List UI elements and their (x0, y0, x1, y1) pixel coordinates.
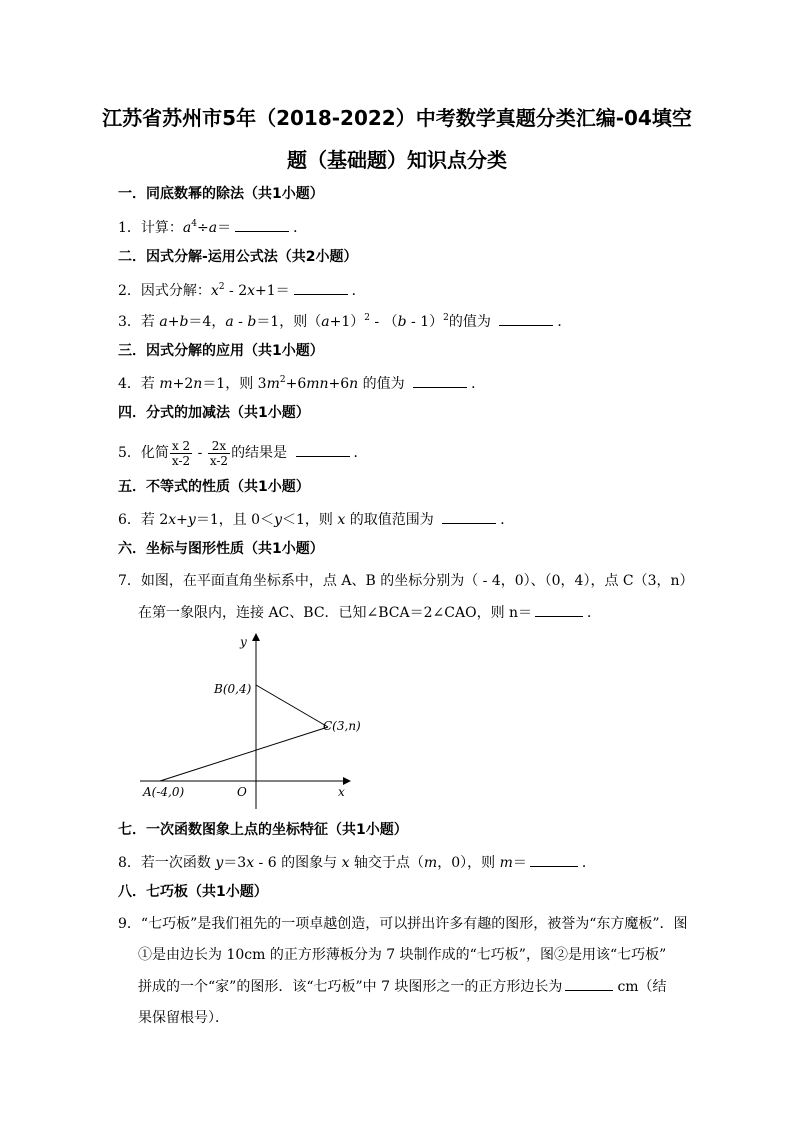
section-heading-1: 一．同底数幂的除法（共1小题） (118, 186, 324, 202)
segment-ac (160, 727, 328, 781)
origin-label: O (237, 785, 247, 799)
coordinate-figure (140, 626, 370, 816)
question-9-line-1: 9．“七巧板”是我们祖先的一项卓越创造，可以拼出许多有趣的图形，被誉为“东方魔板”．图 (118, 916, 688, 932)
segment-bc (256, 685, 328, 727)
question-9-line-2: ①是由边长为 10cm 的正方形薄板分为 7 块制作成的“七巧板”，图②是用该“七巧板” (138, 947, 667, 963)
question-8: 8．若一次函数 y＝3x - 6 的图象与 x 轴交于点（m，0），则 m＝ ． (118, 855, 596, 871)
question-4: 4．若 m+2n＝1，则 $3m^2+6mn+6n$ 的值为 ． (118, 375, 486, 392)
section-heading-4: 四．分式的加减法（共1小题） (118, 405, 310, 421)
point-c-label: C(3,n) (323, 719, 361, 733)
section-heading-7: 七．一次函数图象上点的坐标特征（共1小题） (118, 822, 408, 838)
answer-blank[interactable] (296, 444, 350, 457)
y-axis-label: y (240, 635, 247, 649)
question-3: 3．若 a+b＝4，a - b＝1，则$(a+1)^2 - (b - 1)^2$的值为 ． (118, 313, 572, 330)
section-heading-5: 五．不等式的性质（共1小题） (118, 479, 310, 495)
section-heading-3: 三．因式分解的应用（共1小题） (118, 343, 324, 359)
answer-blank[interactable] (235, 219, 289, 232)
section-heading-8: 八．七巧板（共1小题） (118, 884, 268, 900)
question-7-line-1: 7．如图，在平面直角坐标系中，点 A、B 的坐标分别为（ - 4，0）、（0，4），点 C（3，n） (118, 573, 694, 589)
answer-blank[interactable] (535, 604, 583, 617)
document-title-line-1: 江苏省苏州市5年（2018-2022）中考数学真题分类汇编-04填空 (102, 106, 692, 130)
question-2: 2．因式分解：$x^2 - 2x+1=$ ． (118, 282, 366, 299)
fraction-1: $\frac{x 2}{x-2}$ (171, 438, 191, 468)
answer-blank[interactable] (565, 978, 613, 991)
answer-blank[interactable] (294, 282, 348, 295)
answer-blank[interactable] (413, 375, 467, 388)
point-b-label: B(0,4) (214, 682, 252, 696)
section-heading-6: 六．坐标与图形性质（共1小题） (118, 541, 324, 557)
question-7-line-2: 在第一象限内，连接 AC、BC．已知∠BCA＝2∠CAO，则 n＝ ． (138, 605, 602, 621)
answer-blank[interactable] (442, 511, 496, 524)
question-1: 1．计算：$a^4\div a=$ ． (118, 219, 308, 236)
x-axis-label: x (338, 785, 345, 799)
answer-blank[interactable] (530, 854, 578, 867)
fraction-2: $\frac{2x}{x-2}$ (209, 438, 229, 468)
unused (160, 685, 256, 781)
question-9-line-4: 果保留根号）． (138, 1010, 229, 1026)
answer-blank[interactable] (499, 313, 553, 326)
section-heading-2: 二．因式分解-运用公式法（共2小题） (118, 249, 358, 265)
document-title-line-2: 题（基础题）知识点分类 (287, 148, 507, 172)
point-a-label: A(-4,0) (143, 785, 185, 799)
question-5: 5．化简 $\frac{x 2}{x-2}$ - $\frac{2x}{x-2}$ 的结果是 ． (118, 438, 368, 468)
question-9-line-3: 拼成的一个“家”的图形．该“七巧板”中 7 块图形之一的正方形边长为 cm（结 (138, 979, 667, 995)
question-6: 6．若 2x+y＝1，且 0＜y＜1，则 x 的取值范围为 ． (118, 512, 515, 528)
